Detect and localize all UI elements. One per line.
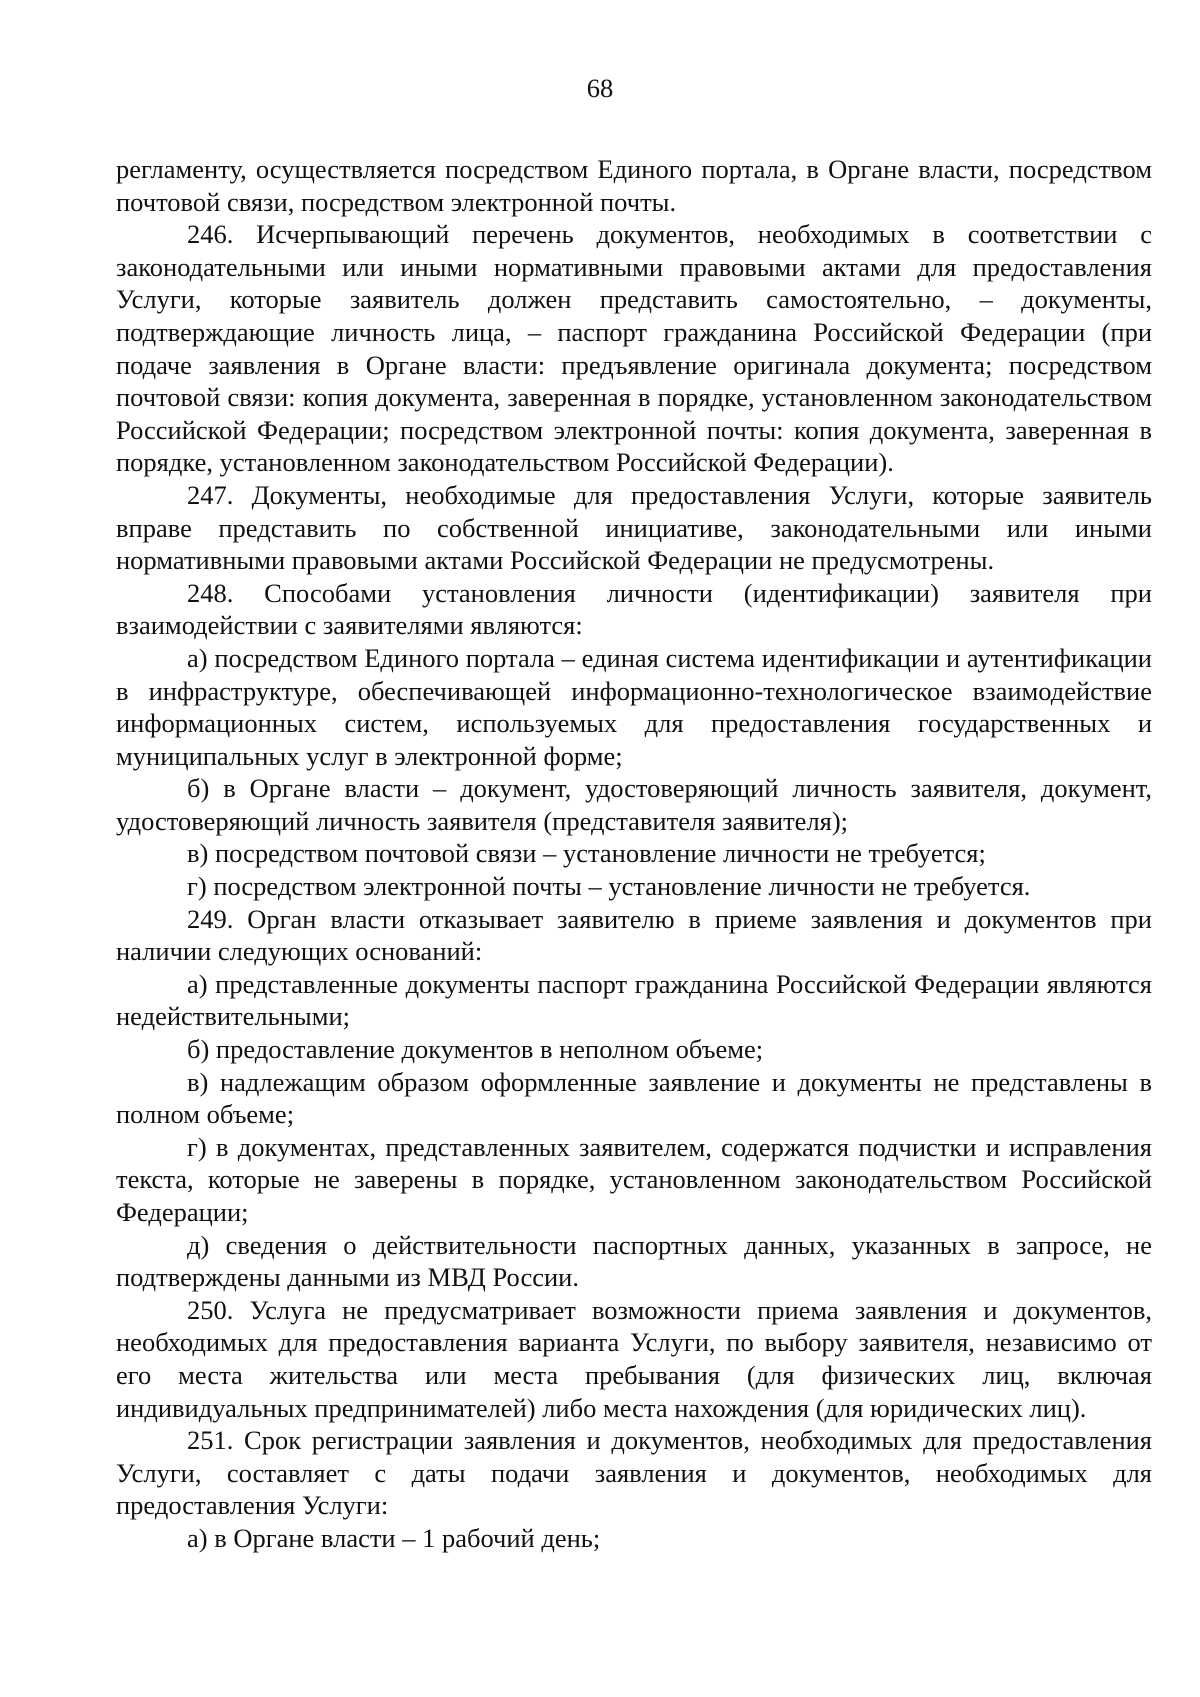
paragraph-250: 250. Услуга не предусматривает возможности приема заявления и документов, необходимых для предоставления варианта Услуги, по выбору заявителя, независимо от его места жительства или места пребывания (для физических лиц, включая индивидуальных предпринимателей) либо места нахождения (для юридических лиц). [116,1294,1152,1423]
paragraph-248-a: а) посредством Единого портала – единая система идентификации и аутентификации в инфраструктуре, обеспечивающей информационно-технологическое взаимодействие информационных систем, используемых для предоставления государственных и муниципальных услуг в электронной форме; [116,642,1152,771]
paragraph-248-v: в) посредством почтовой связи – установление личности не требуется; [187,838,986,869]
paragraph-249-v: в) надлежащим образом оформленные заявление и документы не представлены в полном объеме; [116,1066,1152,1130]
paragraph-248-b: б) в Органе власти – документ, удостоверяющий личность заявителя, документ, удостоверяющий личность заявителя (представителя заявителя); [116,773,1152,836]
paragraph-248-g: г) посредством электронной почты – установление личности не требуется. [187,871,1031,902]
paragraph-251-a: а) в Органе власти – 1 рабочий день; [187,1522,601,1553]
document-body [116,153,1152,1555]
paragraph-248: 248. Способами установления личности (идентификации) заявителя при взаимодействии с заявителями являются: [116,577,1152,641]
paragraph-249-d: д) сведения о действительности паспортных данных, указанных в запросе, не подтверждены данными из МВД России. [116,1229,1152,1293]
paragraph-249: 249. Орган власти отказывает заявителю в приеме заявления и документов при наличии следующих оснований: [116,903,1152,967]
paragraph-251: 251. Срок регистрации заявления и документов, необходимых для предоставления Услуги, составляет с даты подачи заявления и документов, необходимых для предоставления Услуги: [116,1425,1152,1521]
paragraph-249-g: г) в документах, представленных заявителем, содержатся подчистки и исправления текста, которые не заверены в порядке, установленном законодательством Российской Федерации; [116,1131,1152,1227]
page-number: 68 [586,73,614,103]
paragraph-249-b: б) предоставление документов в неполном объеме; [187,1034,764,1065]
paragraph-247: 247. Документы, необходимые для предоставления Услуги, которые заявитель вправе представить по собственной инициативе, законодательными или иными нормативными правовыми актами Российской Федерации не предусмотрены. [116,479,1152,576]
paragraph-continuation: регламенту, осуществляется посредством Единого портала, в Органе власти, посредством почтовой связи, посредством электронной почты. [116,154,1152,217]
paragraph-246: 246. Исчерпывающий перечень документов, необходимых в соответствии с законодательными или иными нормативными правовыми актами для предоставления Услуги, которые заявитель должен представить самостоятельно, – документы, подтверждающие личность лица, – паспорт гражданина Российской Федерации (при подаче заявления в Органе власти: предъявление оригинала документа; посредством почтовой связи: копия документа, заверенная в порядке, установленном законодательством Российской Федерации; посредством электронной почты: копия документа, заверенная в порядке, установленном законодательством Российской Федерации). [116,219,1152,478]
paragraph-249-a: а) представленные документы паспорт гражданина Российской Федерации являются недействительными; [116,968,1152,1032]
